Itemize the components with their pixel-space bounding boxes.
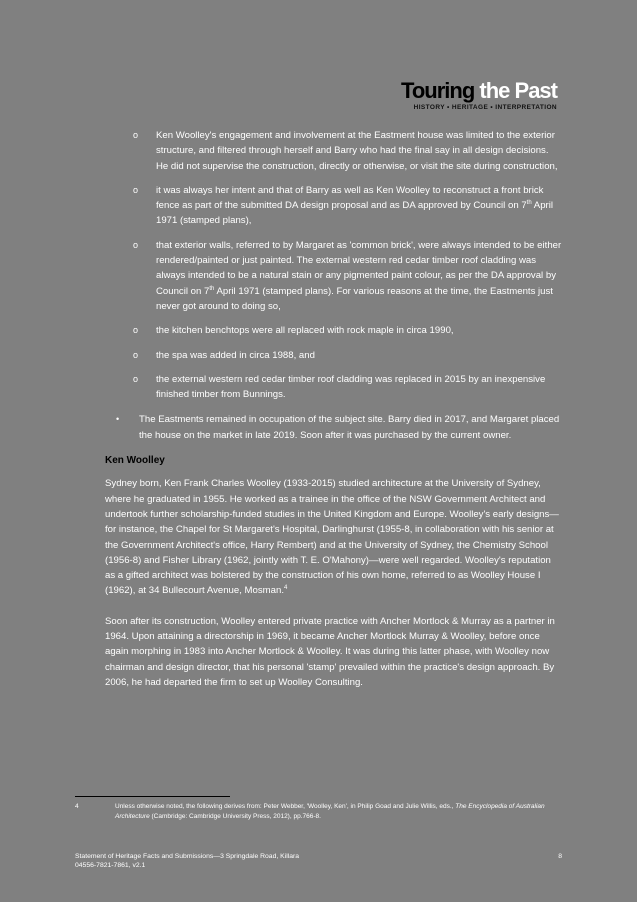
body-paragraph [105,476,562,598]
footnote-divider [75,796,230,797]
page-footer [75,852,562,870]
logo [401,80,557,111]
sub-bullet-item [133,183,562,229]
sub-bullet-item [133,348,562,363]
circle-bullet-icon: o [133,373,139,384]
logo-title [401,80,557,102]
sub-bullet-item [133,372,562,403]
sub-bullet-text: the kitchen benchtops were all replaced with rock maple in circa 1990, [156,325,454,337]
circle-bullet-icon: o [133,184,139,195]
sub-bullet-text: it was always her intent and that of Barry as well as Ken Woolley to reconstruct a front brick fence as part of the submitted DA design proposal and as DA approved by Council on 7 [156,184,544,212]
footnote-text-start: Unless otherwise noted, the following derives from: Peter Webber, 'Woolley, Ken', in Philip Goad and Julie Willis, eds., [115,803,456,810]
footer-document-ref: 04556-7821-7861, v2.1 [75,862,146,869]
sub-bullet-text: Ken Woolley's engagement and involvement at the Eastment house was limited to the exterior structure, and filtered through herself and Barry who had the final say in all design decisions. He did not supervise the construction, directly or otherwise, or visit the site during construction, [156,130,558,172]
ordinal-suffix: th [209,285,215,292]
logo-word-touring: Touring [401,78,475,103]
paragraph-text: Sydney born, Ken Frank Charles Woolley (1933-2015) studied architecture at the University of Sydney, where he graduated in 1955. He worked as a trainee in the office of the NSW Government Architect and undertook further scholarship-funded studies in the United Kingdom and Europe. Woolley's early designs—for instance, the Chapel for St Margaret's Hospital, Darlinghurst (1955-8, in collaboration with his senior at the Government Architect's office, Harry Rembert) and at the University of Sydney, the Chemistry School (1956-8) and Fisher Library (1962, jointly with T. E. O'Mahony)—were well regarded. Woolley's reputation as a gifted architect was bolstered by the construction of his own home, referred to as Woolley House I (1962), at 34 Bullecourt Avenue, Mosman. [105,478,559,597]
main-bullet-list [105,412,562,443]
paragraph-text: Soon after its construction, Woolley entered private practice with Ancher Mortlock & Murray as a partner in 1964. Upon attaining a directorship in 1969, it became Ancher Mortlock Murray & Woolley, before once again morphing in 1983 into Ancher Mortlock & Woolley. It was during this latter phase, with Woolley now chairman and design director, that his personal 'stamp' prevailed within the practice's design approach. By 2006, he had departed the firm to set up Woolley Consulting. [105,615,555,688]
footnote-reference-link[interactable]: 4 [284,585,288,592]
footnote-text-end: (Cambridge: Cambridge University Press, 2012), pp.766-8. [149,813,321,820]
sub-bullet-text: the external western red cedar timber roof cladding was replaced in 2015 by an inexpensive finished timber from Bunnings. [156,373,546,401]
sub-bullet-item [133,238,562,314]
footnote [75,802,555,822]
sub-bullet-text-cont: April 1971 (stamped plans). For various reasons at the time, the Eastments just never got around to doing so, [156,285,553,312]
main-bullet-text: The Eastments remained in occupation of the subject site. Barry died in 2017, and Margaret placed the house on the market in late 2019. Soon after it was purchased by the current owner. [139,414,560,441]
section-heading: Ken Woolley [105,455,165,467]
circle-bullet-icon: o [133,239,139,250]
sub-bullet-item [133,128,562,174]
footer-document-title: Statement of Heritage Facts and Submissions—3 Springdale Road, Killara [75,853,300,860]
logo-word-the-past: the Past [479,78,557,103]
logo-tagline: HISTORY • HERITAGE • INTERPRETATION [413,104,557,111]
footnote-number: 4 [75,803,79,810]
document-body [105,128,562,705]
sub-bullet-text: that exterior walls, referred to by Margaret as 'common brick', were always intended to be either rendered/painted or just painted. The external western red cedar timber roof cladding was always intended to be a natural stain or any pigmented paint colour, as per the DA approval by Council on 7 [156,239,562,297]
sub-bullet-item [133,323,562,338]
page-number: 8 [558,853,562,860]
disc-bullet-icon: • [116,414,120,425]
body-paragraph [105,614,562,690]
footnote-text [115,802,555,822]
sub-bullet-text: the spa was added in circa 1988, and [156,349,315,361]
footnote-book-title: The Encyclopedia of Australian Architecture [115,803,545,820]
sub-bullet-list [105,128,562,402]
circle-bullet-icon: o [133,349,139,360]
ordinal-suffix: th [526,200,532,206]
circle-bullet-icon: o [133,130,139,140]
sub-bullet-text-cont: April 1971 (stamped plans), [156,200,553,227]
main-bullet-item [116,412,562,443]
circle-bullet-icon: o [133,325,139,336]
